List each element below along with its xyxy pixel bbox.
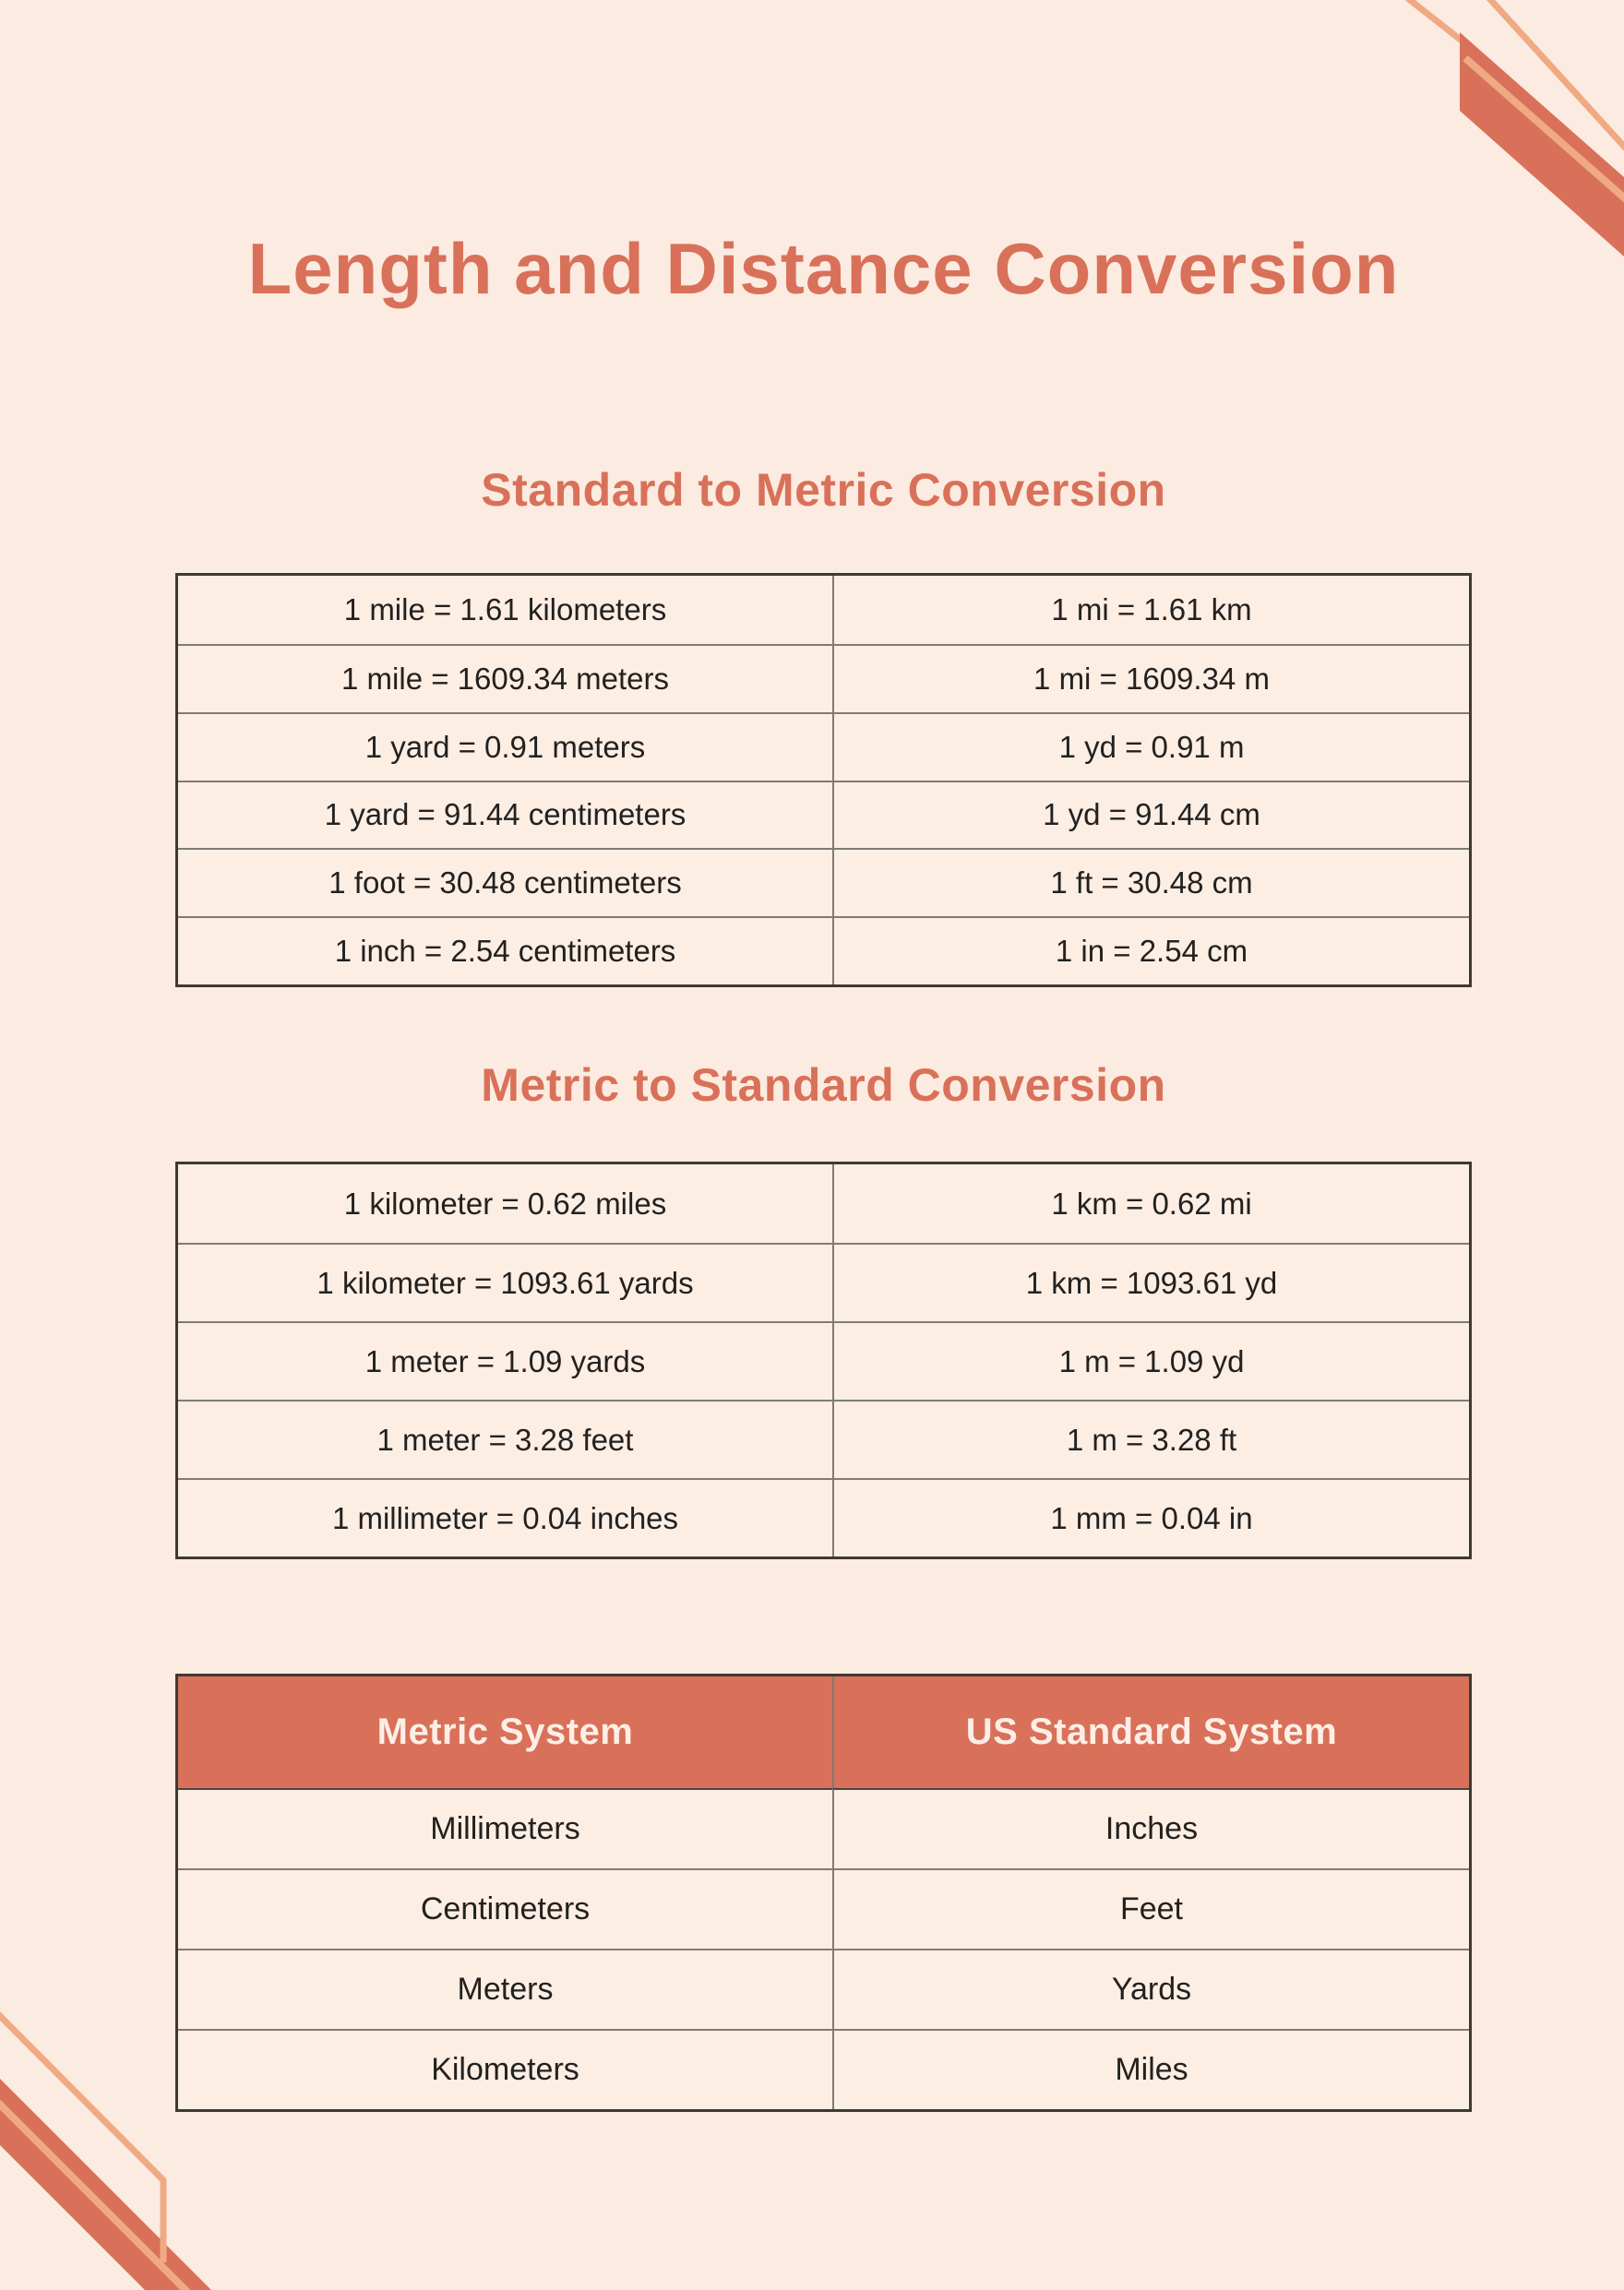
table-cell: 1 km = 1093.61 yd [832, 1243, 1469, 1321]
table-cell: Yards [832, 1949, 1469, 2029]
table-cell: Inches [832, 1788, 1469, 1868]
page-title: Length and Distance Conversion [247, 228, 1400, 309]
table-cell: 1 mi = 1.61 km [832, 576, 1469, 644]
table-cell: 1 mi = 1609.34 m [832, 644, 1469, 712]
conversion-table-standard-to-metric [175, 573, 1472, 987]
table-cell: 1 kilometer = 1093.61 yards [178, 1243, 832, 1321]
table-cell: 1 mile = 1609.34 meters [178, 644, 832, 712]
table-cell: 1 yard = 91.44 centimeters [178, 781, 832, 849]
table-cell: Millimeters [178, 1788, 832, 1868]
conversion-table-metric-to-standard [175, 1162, 1472, 1559]
table-cell: 1 yd = 91.44 cm [832, 781, 1469, 849]
table-cell: Meters [178, 1949, 832, 2029]
section-heading-standard-to-metric: Standard to Metric Conversion [481, 464, 1166, 516]
systems-table [175, 1674, 1472, 2112]
table-cell: Kilometers [178, 2029, 832, 2109]
table-cell: Centimeters [178, 1868, 832, 1949]
table-cell: 1 inch = 2.54 centimeters [178, 916, 832, 984]
table-cell: 1 m = 1.09 yd [832, 1321, 1469, 1400]
table-cell: 1 mm = 0.04 in [832, 1478, 1469, 1556]
table-cell: 1 mile = 1.61 kilometers [343, 591, 667, 626]
table-cell: 1 m = 3.28 ft [832, 1400, 1469, 1478]
systems-table-header-metric: Metric System [178, 1676, 832, 1788]
table-cell: 1 meter = 1.09 yards [178, 1321, 832, 1400]
table-cell: 1 ft = 30.48 cm [832, 848, 1469, 916]
table-cell: 1 in = 2.54 cm [832, 916, 1469, 984]
table-cell: 1 meter = 3.28 feet [178, 1400, 832, 1478]
table-cell: 1 yard = 0.91 meters [178, 712, 832, 781]
table-cell: Miles [832, 2029, 1469, 2109]
table-cell: 1 millimeter = 0.04 inches [178, 1478, 832, 1556]
table-cell: 1 km = 0.62 mi [832, 1164, 1469, 1243]
table-cell: 1 kilometer = 0.62 miles [343, 1186, 667, 1221]
section-heading-metric-to-standard: Metric to Standard Conversion [481, 1059, 1166, 1111]
table-cell: 1 yd = 0.91 m [832, 712, 1469, 781]
systems-table-header-us-standard: US Standard System [832, 1676, 1469, 1788]
table-cell: Feet [832, 1868, 1469, 1949]
table-cell: 1 foot = 30.48 centimeters [178, 848, 832, 916]
